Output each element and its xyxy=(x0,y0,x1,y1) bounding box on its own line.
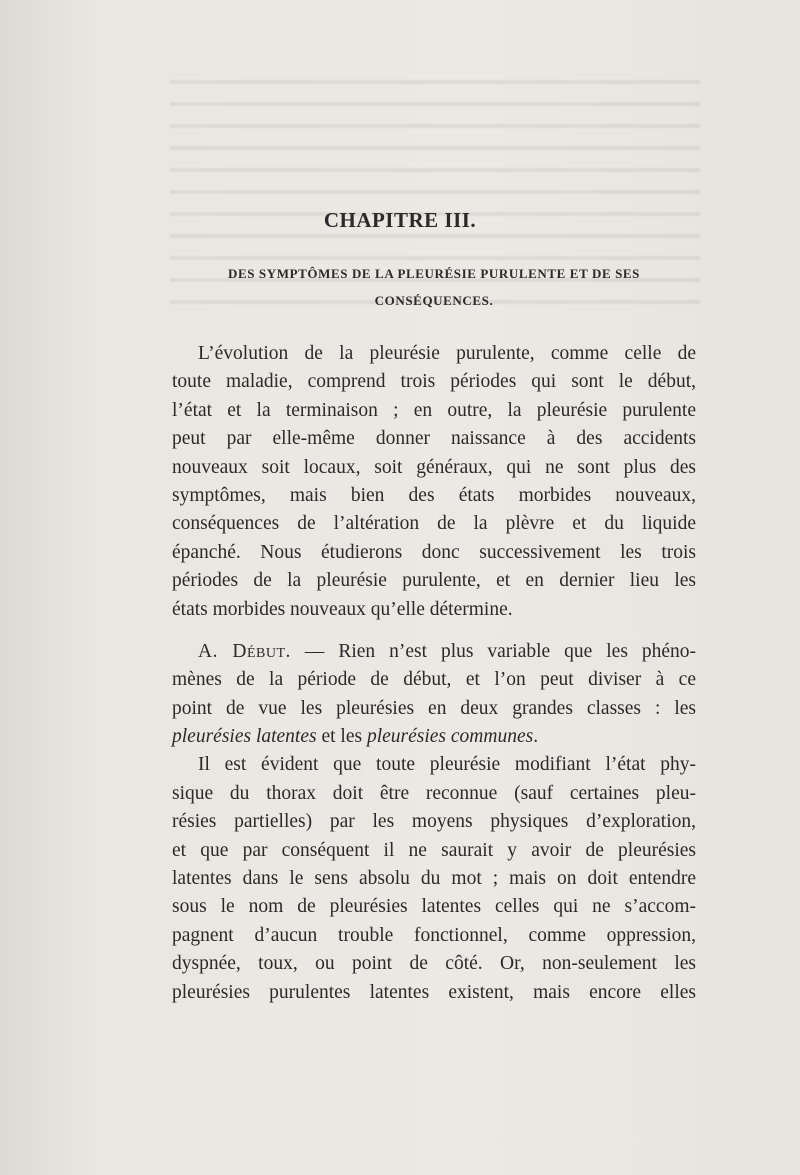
text-line: sique du thorax doit être reconnue (sauf certaines pleu- xyxy=(172,782,696,804)
italic-term: pleurésies latentes xyxy=(172,726,317,748)
subtitle-line: DES SYMPTÔMES DE LA PLEURÉSIE PURULENTE ET DE SES xyxy=(227,266,641,281)
paragraph-debut xyxy=(172,638,696,752)
text-line: peut par elle-même donner naissance à des accidents xyxy=(172,428,696,450)
text-line: pagnent d’aucun trouble fonctionnel, comme oppression, xyxy=(172,924,696,946)
chapter-subtitle xyxy=(172,260,696,314)
paragraph-latentes xyxy=(172,751,696,1007)
text-line: périodes de la pleurésie purulente, et en dernier lieu les xyxy=(172,570,696,592)
text-line: épanché. Nous étudierons donc successivement les trois xyxy=(172,541,696,563)
section-label: A. Début. xyxy=(198,640,291,662)
text-line: pleurésies purulentes latentes existent, mais encore elles xyxy=(172,981,696,1003)
text-line: et que par conséquent il ne saurait y avoir de pleurésies xyxy=(172,839,696,861)
text-line: sous le nom de pleurésies latentes celles qui ne s’accom- xyxy=(172,896,696,918)
text-line: L’évolution de la pleurésie purulente, comme celle de xyxy=(198,343,696,364)
text-line: conséquences de l’altération de la plèvre et du liquide xyxy=(172,513,696,535)
chapter-title: CHAPITRE III. xyxy=(323,208,477,232)
text-line: états morbides nouveaux qu’elle détermine. xyxy=(172,598,513,620)
subtitle-line: CONSÉQUENCES. xyxy=(374,293,494,308)
text-line: A. Début. — Rien n’est plus variable que les phéno- xyxy=(198,640,697,662)
text-line: résies partielles) par les moyens physiques d’exploration, xyxy=(172,811,696,833)
text-line: mènes de la période de début, et l’on peut diviser à ce xyxy=(172,669,696,691)
text-line: dyspnée, toux, ou point de côté. Or, non-seulement les xyxy=(172,953,696,975)
text-line: symptômes, mais bien des états morbides nouveaux, xyxy=(172,484,696,506)
text-line: nouveaux soit locaux, soit généraux, qui ne sont plus des xyxy=(172,456,696,478)
italic-term: pleurésies communes xyxy=(366,726,534,748)
text-line: latentes dans le sens absolu du mot ; mais on doit entendre xyxy=(172,868,696,890)
text-line: toute maladie, comprend trois périodes qui sont le début, xyxy=(172,371,696,393)
text-line: Il est évident que toute pleurésie modifiant l’état phy- xyxy=(198,754,696,776)
text-line: pleurésies latentes et les pleurésies communes. xyxy=(172,726,539,748)
page-body xyxy=(172,340,696,1007)
text-line: l’état et la terminaison ; en outre, la pleurésie purulente xyxy=(172,399,696,421)
text-line: point de vue les pleurésies en deux grandes classes : les xyxy=(172,697,696,719)
paragraph-intro xyxy=(172,340,696,624)
